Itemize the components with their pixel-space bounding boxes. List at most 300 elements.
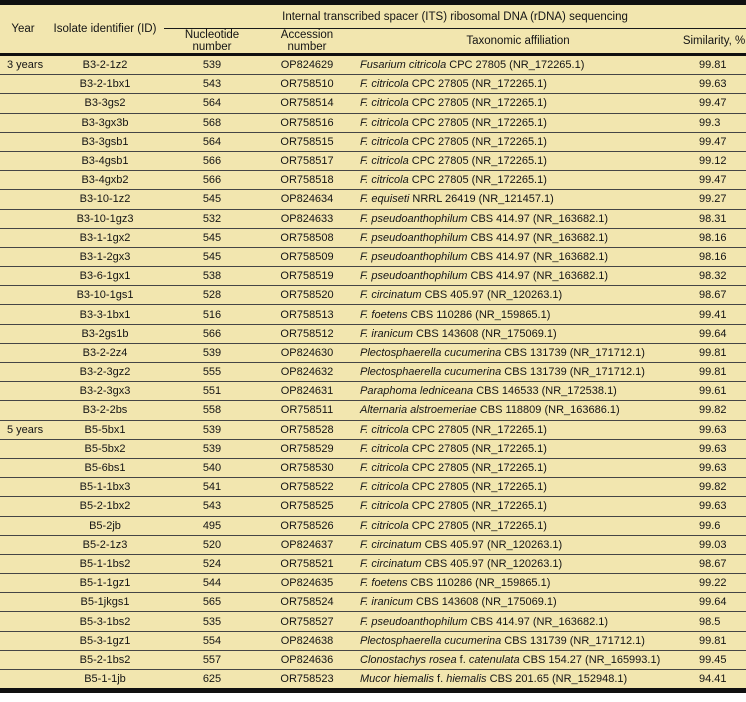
column-header-nucleotide-number: Nucleotide number	[184, 29, 240, 53]
isolate-id-cell: B3-1-1gx2	[46, 228, 164, 247]
isolate-id-cell: B5-1-1bx3	[46, 478, 164, 497]
taxonomic-affiliation-cell	[354, 151, 682, 170]
nucleotide-number-cell: 495	[164, 516, 260, 535]
taxon-name: F. citricola	[360, 462, 409, 475]
nucleotide-number-cell: 565	[164, 593, 260, 612]
strain-reference: CPC 27805 (NR_172265.1)	[408, 116, 547, 129]
taxon-name: F. citricola	[360, 423, 409, 436]
table-row	[0, 75, 746, 94]
accession-number-cell: OR758528	[260, 420, 354, 439]
nucleotide-number-cell: 532	[164, 209, 260, 228]
table-row	[0, 670, 746, 691]
similarity-cell: 99.22	[682, 574, 746, 593]
isolate-id-cell: B3-4gsb1	[46, 151, 164, 170]
strain-reference: CPC 27805 (NR_172265.1)	[408, 442, 547, 455]
accession-number-cell: OR758518	[260, 171, 354, 190]
nucleotide-number-cell: 544	[164, 574, 260, 593]
year-cell	[0, 497, 46, 516]
nucleotide-number-cell: 539	[202, 59, 222, 72]
year-cell	[0, 516, 46, 535]
isolate-id-cell: B3-3gsb1	[46, 132, 164, 151]
similarity-cell: 99.63	[682, 75, 746, 94]
table-row	[0, 171, 746, 190]
taxon-name: F. citricola	[360, 519, 409, 532]
isolate-id-cell: B5-3-1bs2	[46, 612, 164, 631]
year-cell	[0, 554, 46, 573]
accession-number-cell: OP824629	[280, 59, 334, 72]
taxonomic-affiliation-cell	[354, 94, 682, 113]
similarity-cell: 99.82	[682, 478, 746, 497]
similarity-cell: 99.63	[682, 439, 746, 458]
strain-reference: CBS 405.97 (NR_120263.1)	[421, 538, 563, 551]
taxon-name: F. circinatum	[360, 538, 422, 551]
similarity-cell: 99.3	[682, 113, 746, 132]
strain-reference: CPC 27805 (NR_172265.1)	[408, 423, 547, 436]
isolate-id-cell: B5-2-1bs2	[46, 650, 164, 669]
accession-number-cell: OP824630	[260, 343, 354, 362]
taxonomic-affiliation-cell	[354, 113, 682, 132]
year-cell	[0, 478, 46, 497]
similarity-cell: 99.61	[682, 382, 746, 401]
isolate-id-cell: B5-3-1gz1	[46, 631, 164, 650]
year-cell	[0, 382, 46, 401]
strain-reference: CPC 27805 (NR_172265.1)	[408, 519, 547, 532]
strain-reference: f.	[456, 653, 469, 666]
similarity-cell: 98.31	[682, 209, 746, 228]
taxonomic-affiliation-cell	[354, 267, 682, 286]
taxon-name: F. pseudoanthophilum	[360, 250, 468, 263]
table-row	[0, 55, 746, 75]
similarity-cell: 98.16	[682, 247, 746, 266]
year-cell	[0, 593, 46, 612]
table-row	[0, 132, 746, 151]
year-cell	[0, 324, 46, 343]
table-row	[0, 324, 746, 343]
strain-reference: CBS 414.97 (NR_163682.1)	[467, 212, 609, 225]
taxon-name: F. circinatum	[360, 289, 422, 302]
year-cell	[0, 363, 46, 382]
taxonomic-affiliation-cell	[354, 401, 682, 420]
isolate-id-cell: B3-3-1bx1	[46, 305, 164, 324]
strain-reference: CBS 154.27 (NR_165993.1)	[519, 653, 661, 666]
nucleotide-number-cell: 545	[164, 190, 260, 209]
strain-reference: CPC 27805 (NR_172265.1)	[446, 59, 585, 72]
table-row	[0, 458, 746, 477]
similarity-cell: 99.81	[682, 363, 746, 382]
similarity-cell: 98.67	[682, 554, 746, 573]
year-cell	[0, 286, 46, 305]
strain-reference: CBS 143608 (NR_175069.1)	[412, 327, 557, 340]
table-row	[0, 209, 746, 228]
accession-number-cell: OR758513	[260, 305, 354, 324]
similarity-cell: 99.81	[682, 631, 746, 650]
taxonomic-affiliation-cell	[354, 554, 682, 573]
taxonomic-affiliation-cell	[354, 574, 682, 593]
year-cell	[0, 75, 46, 94]
similarity-cell: 99.27	[682, 190, 746, 209]
taxon-name: Plectosphaerella cucumerina	[360, 366, 502, 379]
taxonomic-affiliation-cell	[354, 382, 682, 401]
year-cell	[0, 305, 46, 324]
strain-reference: CBS 110286 (NR_159865.1)	[407, 577, 551, 590]
year-cell	[0, 113, 46, 132]
isolate-id-cell: B3-1-2gx3	[46, 247, 164, 266]
taxonomic-affiliation-cell	[354, 497, 682, 516]
strain-reference: CBS 405.97 (NR_120263.1)	[421, 289, 563, 302]
nucleotide-number-cell: 543	[164, 497, 260, 516]
nucleotide-number-cell: 539	[164, 439, 260, 458]
table-row	[0, 631, 746, 650]
taxon-name: Mucor hiemalis	[360, 673, 434, 686]
taxon-name: F. foetens	[360, 308, 408, 321]
table-row	[0, 535, 746, 554]
isolate-id-cell: B3-2-2bs	[46, 401, 164, 420]
taxonomic-affiliation-cell	[354, 55, 682, 75]
column-header-isolate-id: Isolate identifier (ID)	[53, 23, 157, 35]
column-header-taxonomic-affiliation: Taxonomic affiliation	[466, 35, 570, 47]
accession-number-cell: OR758512	[260, 324, 354, 343]
strain-reference: CBS 414.97 (NR_163682.1)	[467, 270, 609, 283]
nucleotide-number-cell: 555	[164, 363, 260, 382]
year-cell	[0, 267, 46, 286]
table-row	[0, 151, 746, 170]
accession-number-cell: OR758524	[260, 593, 354, 612]
nucleotide-number-cell: 557	[164, 650, 260, 669]
table-row	[0, 650, 746, 669]
table-row	[0, 593, 746, 612]
nucleotide-number-cell: 564	[164, 132, 260, 151]
isolate-id-cell: B5-2-1z3	[46, 535, 164, 554]
taxonomic-affiliation-cell	[354, 458, 682, 477]
nucleotide-number-cell: 539	[164, 420, 260, 439]
year-cell	[0, 151, 46, 170]
taxonomic-affiliation-cell	[354, 420, 682, 439]
taxonomic-affiliation-cell	[354, 132, 682, 151]
accession-number-cell: OR758527	[260, 612, 354, 631]
accession-number-cell: OR758515	[260, 132, 354, 151]
isolate-id-cell: B3-2-1bx1	[46, 75, 164, 94]
taxon-name: F. pseudoanthophilum	[360, 231, 468, 244]
accession-number-cell: OR758517	[260, 151, 354, 170]
nucleotide-number-cell: 538	[164, 267, 260, 286]
table-row	[0, 382, 746, 401]
isolate-id-cell: B5-1jkgs1	[46, 593, 164, 612]
table-row	[0, 478, 746, 497]
table-row	[0, 94, 746, 113]
strain-reference: f.	[433, 673, 447, 686]
taxonomic-affiliation-cell	[354, 75, 682, 94]
taxon-name: F. iranicum	[360, 327, 413, 340]
span-header-row	[0, 3, 746, 29]
similarity-cell: 99.6	[682, 516, 746, 535]
isolate-id-cell: B5-6bs1	[46, 458, 164, 477]
taxon-name: F. citricola	[360, 78, 409, 91]
span-header-its: Internal transcribed spacer (ITS) ribosomal DNA (rDNA) sequencing	[164, 3, 746, 29]
year-cell: 3 years	[7, 59, 44, 72]
taxon-name: F. pseudoanthophilum	[360, 615, 468, 628]
nucleotide-number-cell: 566	[164, 171, 260, 190]
year-cell	[0, 190, 46, 209]
nucleotide-number-cell: 540	[164, 458, 260, 477]
year-cell	[0, 209, 46, 228]
nucleotide-number-cell: 516	[164, 305, 260, 324]
similarity-cell: 98.32	[682, 267, 746, 286]
taxonomic-affiliation-cell	[354, 478, 682, 497]
year-cell	[0, 343, 46, 362]
accession-number-cell: OP824635	[260, 574, 354, 593]
year-cell	[0, 132, 46, 151]
table-header	[0, 3, 746, 55]
accession-number-cell: OR758519	[260, 267, 354, 286]
taxon-name: F. citricola	[360, 500, 409, 513]
nucleotide-number-cell: 539	[164, 343, 260, 362]
isolate-id-cell: B3-3gs2	[46, 94, 164, 113]
nucleotide-number-cell: 528	[164, 286, 260, 305]
table-row	[0, 267, 746, 286]
year-cell	[0, 401, 46, 420]
isolate-id-cell: B3-2-2z4	[46, 343, 164, 362]
taxonomic-affiliation-cell	[354, 650, 682, 669]
isolate-id-cell: B3-10-1gs1	[46, 286, 164, 305]
column-header-similarity: Similarity, %	[682, 35, 746, 47]
taxon-name: F. citricola	[360, 174, 409, 187]
nucleotide-number-cell: 545	[164, 228, 260, 247]
similarity-cell: 99.03	[682, 535, 746, 554]
nucleotide-number-cell: 558	[164, 401, 260, 420]
table-row	[0, 305, 746, 324]
isolate-id-cell: B5-2-1bx2	[46, 497, 164, 516]
accession-number-cell: OR758523	[260, 670, 354, 691]
nucleotide-number-cell: 566	[164, 151, 260, 170]
taxon-name: F. citricola	[360, 116, 409, 129]
accession-number-cell: OR758509	[260, 247, 354, 266]
accession-number-cell: OR758521	[260, 554, 354, 573]
taxonomic-affiliation-cell	[354, 593, 682, 612]
taxonomic-affiliation-cell	[354, 190, 682, 209]
nucleotide-number-cell: 625	[164, 670, 260, 691]
taxon-name: F. pseudoanthophilum	[360, 212, 468, 225]
nucleotide-number-cell: 554	[164, 631, 260, 650]
table-row	[0, 113, 746, 132]
nucleotide-number-cell: 564	[164, 94, 260, 113]
similarity-cell: 99.47	[682, 132, 746, 151]
taxonomic-affiliation-cell	[354, 535, 682, 554]
table-row	[0, 612, 746, 631]
table-row	[0, 497, 746, 516]
taxonomic-affiliation-cell	[354, 363, 682, 382]
similarity-cell: 94.41	[682, 670, 746, 691]
year-cell: 5 years	[0, 420, 46, 439]
column-header-year: Year	[11, 23, 35, 35]
taxon-name: Plectosphaerella cucumerina	[360, 346, 502, 359]
isolate-id-cell: B5-2jb	[46, 516, 164, 535]
accession-number-cell: OR758520	[260, 286, 354, 305]
accession-number-cell: OP824632	[260, 363, 354, 382]
nucleotide-number-cell: 543	[164, 75, 260, 94]
taxon-name: Fusarium citricola	[360, 59, 447, 72]
similarity-cell: 98.16	[682, 228, 746, 247]
taxonomic-affiliation-cell	[354, 670, 682, 691]
accession-number-cell: OP824637	[260, 535, 354, 554]
accession-number-cell: OP824636	[260, 650, 354, 669]
strain-reference: CBS 405.97 (NR_120263.1)	[421, 557, 563, 570]
strain-reference: NRRL 26419 (NR_121457.1)	[409, 193, 554, 206]
strain-reference: CBS 414.97 (NR_163682.1)	[467, 615, 609, 628]
isolate-id-cell: B5-5bx2	[46, 439, 164, 458]
accession-number-cell: OP824633	[260, 209, 354, 228]
isolate-id-cell: B3-10-1gz3	[46, 209, 164, 228]
strain-reference: CBS 414.97 (NR_163682.1)	[467, 231, 609, 244]
accession-number-cell: OR758508	[260, 228, 354, 247]
nucleotide-number-cell: 524	[164, 554, 260, 573]
taxonomic-affiliation-cell	[354, 171, 682, 190]
year-cell	[0, 612, 46, 631]
year-cell	[0, 458, 46, 477]
strain-reference: CBS 131739 (NR_171712.1)	[501, 346, 645, 359]
isolate-id-cell: B3-2-3gx3	[46, 382, 164, 401]
taxon-name: F. iranicum	[360, 596, 413, 609]
taxonomic-affiliation-cell	[354, 631, 682, 650]
table-row	[0, 516, 746, 535]
accession-number-cell: OP824631	[260, 382, 354, 401]
accession-number-cell: OR758529	[260, 439, 354, 458]
taxonomic-affiliation-cell	[354, 228, 682, 247]
similarity-cell: 99.82	[682, 401, 746, 420]
similarity-cell: 99.64	[682, 593, 746, 612]
similarity-cell: 99.81	[699, 59, 727, 72]
table-row	[0, 228, 746, 247]
year-cell	[0, 228, 46, 247]
isolate-id-cell: B3-2-3gz2	[46, 363, 164, 382]
taxon-name: hiemalis	[446, 673, 487, 686]
accession-number-cell: OR758525	[260, 497, 354, 516]
isolate-id-cell: B5-5bx1	[46, 420, 164, 439]
similarity-cell: 99.63	[682, 458, 746, 477]
year-cell	[0, 247, 46, 266]
strain-reference: CBS 131739 (NR_171712.1)	[501, 634, 645, 647]
taxonomic-affiliation-cell	[354, 439, 682, 458]
table-row	[0, 574, 746, 593]
taxonomic-affiliation-cell	[354, 516, 682, 535]
isolate-id-cell: B3-3gx3b	[46, 113, 164, 132]
taxon-name: Alternaria alstroemeriae	[360, 404, 477, 417]
table-row	[0, 247, 746, 266]
similarity-cell: 99.12	[682, 151, 746, 170]
strain-reference: CPC 27805 (NR_172265.1)	[408, 500, 547, 513]
strain-reference: CBS 201.65 (NR_152948.1)	[486, 673, 628, 686]
nucleotide-number-cell: 541	[164, 478, 260, 497]
accession-number-cell: OR758526	[260, 516, 354, 535]
year-cell	[0, 670, 46, 691]
strain-reference: CPC 27805 (NR_172265.1)	[408, 481, 547, 494]
taxon-name: F. equiseti	[360, 193, 410, 206]
isolate-id-cell: B3-6-1gx1	[46, 267, 164, 286]
accession-number-cell: OP824634	[260, 190, 354, 209]
accession-number-cell: OR758516	[260, 113, 354, 132]
nucleotide-number-cell: 568	[164, 113, 260, 132]
strain-reference: CBS 414.97 (NR_163682.1)	[467, 250, 609, 263]
accession-number-cell: OR758514	[260, 94, 354, 113]
taxon-name: Plectosphaerella cucumerina	[360, 634, 502, 647]
accession-number-cell: OR758530	[260, 458, 354, 477]
similarity-cell: 99.45	[682, 650, 746, 669]
table-row	[0, 286, 746, 305]
year-cell	[0, 94, 46, 113]
strain-reference: CBS 143608 (NR_175069.1)	[412, 596, 557, 609]
year-cell	[0, 439, 46, 458]
year-cell	[0, 650, 46, 669]
isolate-id-cell: B3-10-1z2	[46, 190, 164, 209]
taxonomic-affiliation-cell	[354, 324, 682, 343]
strain-reference: CPC 27805 (NR_172265.1)	[408, 78, 547, 91]
strain-reference: CBS 110286 (NR_159865.1)	[407, 308, 551, 321]
taxon-name: F. citricola	[360, 135, 409, 148]
table-row	[0, 363, 746, 382]
table-row	[0, 420, 746, 439]
year-cell	[0, 535, 46, 554]
year-cell	[0, 631, 46, 650]
strain-reference: CBS 146533 (NR_172538.1)	[473, 385, 617, 398]
taxonomic-affiliation-cell	[354, 343, 682, 362]
isolate-id-cell: B5-1-1bs2	[46, 554, 164, 573]
isolate-id-cell: B3-2gs1b	[46, 324, 164, 343]
similarity-cell: 99.41	[682, 305, 746, 324]
taxon-name: F. citricola	[360, 481, 409, 494]
year-cell	[0, 574, 46, 593]
taxon-name: Clonostachys rosea	[360, 653, 457, 666]
strain-reference: CBS 118809 (NR_163686.1)	[476, 404, 620, 417]
taxon-name: Paraphoma ledniceana	[360, 385, 474, 398]
isolate-id-cell: B3-4gxb2	[46, 171, 164, 190]
nucleotide-number-cell: 551	[164, 382, 260, 401]
nucleotide-number-cell: 545	[164, 247, 260, 266]
similarity-cell: 99.81	[682, 343, 746, 362]
taxon-name: F. citricola	[360, 155, 409, 168]
accession-number-cell: OP824638	[260, 631, 354, 650]
table-row	[0, 439, 746, 458]
accession-number-cell: OR758522	[260, 478, 354, 497]
taxonomic-affiliation-cell	[354, 209, 682, 228]
table-row	[0, 343, 746, 362]
strain-reference: CPC 27805 (NR_172265.1)	[408, 155, 547, 168]
similarity-cell: 98.67	[682, 286, 746, 305]
similarity-cell: 99.47	[682, 171, 746, 190]
taxonomic-affiliation-cell	[354, 612, 682, 631]
taxon-name: F. foetens	[360, 577, 408, 590]
taxonomic-affiliation-cell	[354, 286, 682, 305]
table-row	[0, 401, 746, 420]
isolate-id-cell: B3-2-1z2	[82, 59, 128, 72]
strain-reference: CPC 27805 (NR_172265.1)	[408, 462, 547, 475]
taxon-name: F. circinatum	[360, 557, 422, 570]
similarity-cell: 99.64	[682, 324, 746, 343]
accession-number-cell: OR758511	[260, 401, 354, 420]
strain-reference: CPC 27805 (NR_172265.1)	[408, 135, 547, 148]
taxonomic-affiliation-cell	[354, 247, 682, 266]
taxon-name: catenulata	[468, 653, 520, 666]
nucleotide-number-cell: 535	[164, 612, 260, 631]
accession-number-cell: OR758510	[260, 75, 354, 94]
strain-reference: CPC 27805 (NR_172265.1)	[408, 174, 547, 187]
strain-reference: CBS 131739 (NR_171712.1)	[501, 366, 645, 379]
similarity-cell: 99.63	[682, 497, 746, 516]
isolate-id-cell: B5-1-1gz1	[46, 574, 164, 593]
column-header-accession-number: Accession number	[280, 29, 334, 53]
table-row	[0, 554, 746, 573]
nucleotide-number-cell: 520	[164, 535, 260, 554]
taxon-name: F. citricola	[360, 442, 409, 455]
similarity-cell: 99.47	[682, 94, 746, 113]
